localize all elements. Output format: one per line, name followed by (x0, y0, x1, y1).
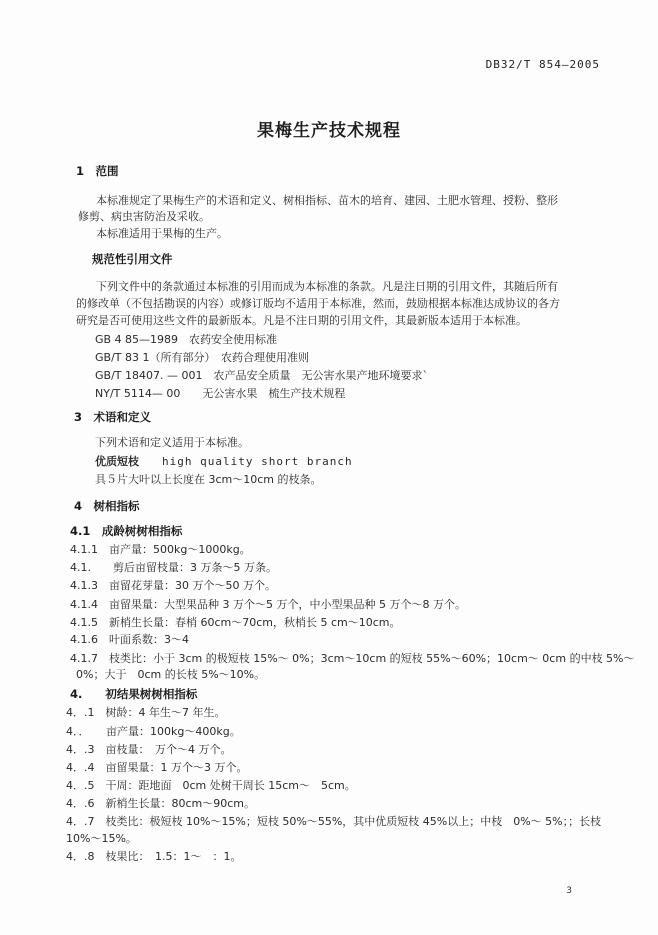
section-4-heading: 4 树相指标 (74, 499, 140, 513)
section-1-paragraph-line: 修剪、病虫害防治及采收。 (78, 210, 210, 223)
clause-item: 4．.5 干周：距地面 0cm 处树干周长 15cm～ 5cm。 (66, 779, 356, 792)
section-2-paragraph-line: 研究是否可使用这些文件的最新版本。凡是不注日期的引用文件，其最新版本适用于本标准。 (76, 314, 527, 327)
section-2-paragraph-line: 下列文件中的条款通过本标准的引用而成为本标准的条款。凡是注日期的引用文件，其随后所有 (96, 280, 558, 293)
document-title: 果梅生产技术规程 (257, 121, 401, 141)
section-1-paragraph-line: 本标准规定了果梅生产的术语和定义、树相指标、苗木的培育、建园、土肥水管理、授粉、整形 (96, 194, 558, 207)
subsection-4-2-heading: 4. 初结果树树相指标 (70, 687, 198, 701)
clause-item: 4．.8 枝果比： 1.5：1～ ：1。 (66, 850, 242, 863)
standard-code: DB32/T 854—2005 (485, 58, 600, 71)
clause-item-continued: 0%；大于 0cm 的长枝 5%～10%。 (76, 668, 266, 681)
clause-item-continued: 10%～15%。 (66, 832, 137, 845)
reference-item: GB/T 83 1（所有部分） 农药合理使用准则 (95, 351, 309, 364)
clause-item: 4.1.3 亩留花芽量：30 万个～50 万个。 (70, 579, 276, 592)
clause-item: 4.1.4 亩留果量：大型果品种 3 万个～5 万个，中小型果品种 5 万个～8 万个。 (70, 598, 466, 611)
reference-item: GB/T 18407. — 001 农产品安全质量 无公害水果产地环境要求` (95, 369, 428, 382)
clause-item: 4．.1 树龄：4 年生～7 年生。 (66, 706, 226, 719)
term-definition: 具５片大叶以上长度在 3cm～10cm 的枝条。 (95, 473, 322, 486)
page-number: 3 (566, 886, 572, 896)
reference-item: NY/T 5114— 00 无公害水果 梳生产技术规程 (95, 387, 346, 400)
section-3-paragraph: 下列术语和定义适用于本标准。 (95, 436, 249, 449)
clause-item: 4．.3 亩枝量： 万个～4 万个。 (66, 743, 232, 756)
reference-item: GB 4 85—1989 农药安全使用标准 (95, 333, 278, 346)
clause-item: 4．． 亩产量：100kg～400kg。 (66, 725, 241, 738)
subsection-4-1-heading: 4.1 成龄树树相指标 (70, 524, 183, 538)
clause-item: 4．.6 新梢生长量：80cm～90cm。 (66, 797, 256, 810)
clause-item: 4.1. 剪后亩留枝量：3 万条～5 万条。 (70, 561, 277, 574)
clause-item: 4.1.7 枝类比：小于 3cm 的极短枝 15%～ 0%；3cm～10cm 的短枝 55%～60%；10cm～ 0cm 的中枝 5%～ (70, 652, 635, 665)
section-1-heading: 1 范围 (76, 164, 119, 178)
clause-item: 4．.7 枝类比：极短枝 10%～15%；短枝 50%～55%，其中优质短枝 45%以上；中枝 0%～ 5%；；长枝 (66, 815, 602, 828)
clause-item: 4.1.6 叶面系数：3～4 (70, 633, 189, 646)
section-3-heading: 3 术语和定义 (74, 410, 152, 424)
term-chinese: 优质短枝 (95, 455, 139, 468)
clause-item: 4.1.5 新梢生长量：春梢 60cm～70cm，秋梢长 5 cm～10cm。 (70, 616, 401, 629)
section-2-heading: 规范性引用文件 (92, 252, 173, 266)
section-2-paragraph-line: 的修改单（不包括勘误的内容）或修订版均不适用于本标准，然而，鼓励根据本标准达成协议的各方 (76, 297, 560, 310)
term-english: high quality short branch (162, 455, 353, 468)
clause-item: 4．.4 亩留果量：1 万个～3 万个。 (66, 761, 248, 774)
clause-item: 4.1.1 亩产量：500kg～1000kg。 (70, 543, 251, 556)
section-1-paragraph-line: 本标准适用于果梅的生产。 (96, 227, 228, 240)
